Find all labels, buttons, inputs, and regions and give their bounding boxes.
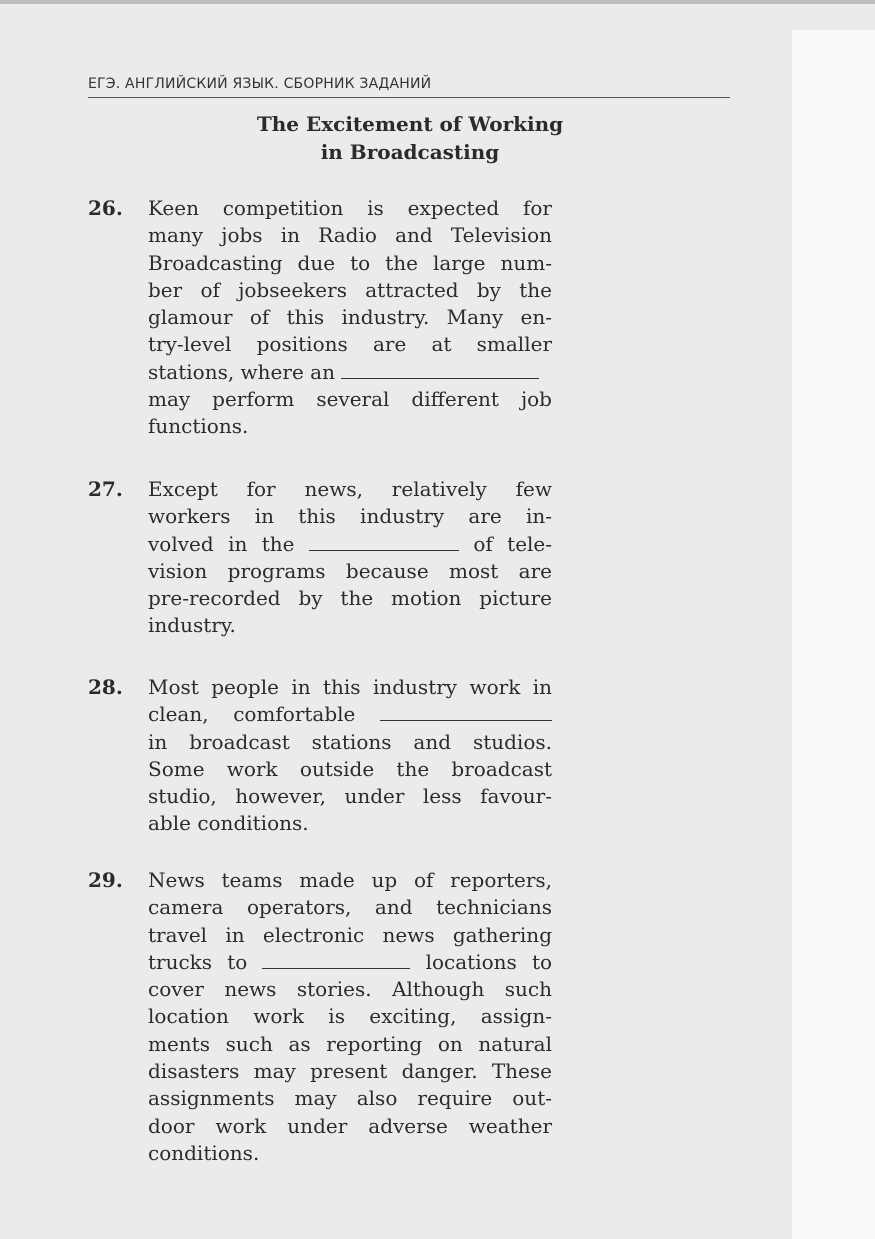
task-text bbox=[148, 867, 552, 1167]
header-rule bbox=[88, 97, 730, 98]
task-number: 26. bbox=[88, 196, 123, 220]
text-fragment: volved in the bbox=[148, 531, 295, 556]
text-line-with-gap bbox=[148, 531, 552, 558]
task-number: 29. bbox=[88, 868, 123, 892]
text-line: may perform several different job bbox=[148, 387, 552, 412]
task-text bbox=[148, 674, 552, 838]
text-line-with-gap bbox=[148, 701, 552, 728]
text-line: door work under adverse weather bbox=[148, 1113, 552, 1138]
text-line: functions. bbox=[148, 414, 249, 439]
text-line: Except for news, relatively few bbox=[148, 477, 552, 501]
text-fragment: clean, comfortable bbox=[148, 702, 356, 727]
task-number: 27. bbox=[88, 477, 123, 501]
text-fragment: trucks to bbox=[148, 949, 248, 974]
text-line-with-gap bbox=[148, 949, 552, 976]
page-right-margin bbox=[792, 30, 875, 1239]
text-fragment: of tele- bbox=[473, 531, 553, 556]
text-line: vision programs because most are bbox=[148, 558, 552, 583]
text-line: ments such as reporting on natural bbox=[148, 1031, 552, 1056]
text-line: studio, however, under less favour- bbox=[148, 784, 552, 809]
answer-gap[interactable] bbox=[262, 950, 410, 969]
text-line: location work is exciting, assign- bbox=[148, 1004, 552, 1029]
text-line: Most people in this industry work in bbox=[148, 675, 552, 699]
text-title-line-2: in Broadcasting bbox=[320, 140, 500, 164]
text-line: camera operators, and technicians bbox=[148, 895, 552, 920]
text-line: News teams made up of reporters, bbox=[148, 868, 552, 892]
text-title bbox=[200, 110, 620, 166]
text-line: workers in this industry are in- bbox=[148, 504, 552, 529]
text-line: in broadcast stations and studios. bbox=[148, 729, 552, 754]
text-line: cover news stories. Although such bbox=[148, 977, 552, 1002]
answer-gap[interactable] bbox=[341, 360, 539, 379]
text-title-line-1: The Excitement of Working bbox=[256, 112, 564, 136]
text-line: glamour of this industry. Many en- bbox=[148, 305, 552, 330]
task-text bbox=[148, 476, 552, 640]
text-line: ber of jobseekers attracted by the bbox=[148, 277, 552, 302]
text-line: try-level positions are at smaller bbox=[148, 332, 552, 357]
text-line-with-gap bbox=[148, 359, 552, 386]
text-line: conditions. bbox=[148, 1140, 260, 1165]
text-line: pre-recorded by the motion picture bbox=[148, 586, 552, 611]
answer-gap[interactable] bbox=[380, 702, 552, 721]
task-number: 28. bbox=[88, 675, 123, 699]
text-line: Broadcasting due to the large num- bbox=[148, 250, 552, 275]
task-text bbox=[148, 195, 552, 441]
text-line: travel in electronic news gathering bbox=[148, 922, 552, 947]
answer-gap[interactable] bbox=[309, 532, 459, 551]
running-header: ЕГЭ. АНГЛИЙСКИЙ ЯЗЫК. СБОРНИК ЗАДАНИЙ bbox=[88, 76, 432, 92]
text-line: Keen competition is expected for bbox=[148, 196, 552, 220]
text-line: disasters may present danger. These bbox=[148, 1059, 552, 1084]
text-line: industry. bbox=[148, 613, 236, 638]
text-line: many jobs in Radio and Television bbox=[148, 223, 552, 248]
text-fragment: locations to bbox=[425, 949, 553, 974]
text-line: assignments may also require out- bbox=[148, 1086, 552, 1111]
text-line: able conditions. bbox=[148, 811, 309, 836]
page-top-edge bbox=[0, 0, 875, 4]
text-fragment: stations, where an bbox=[148, 359, 335, 384]
text-line: Some work outside the broadcast bbox=[148, 756, 552, 781]
